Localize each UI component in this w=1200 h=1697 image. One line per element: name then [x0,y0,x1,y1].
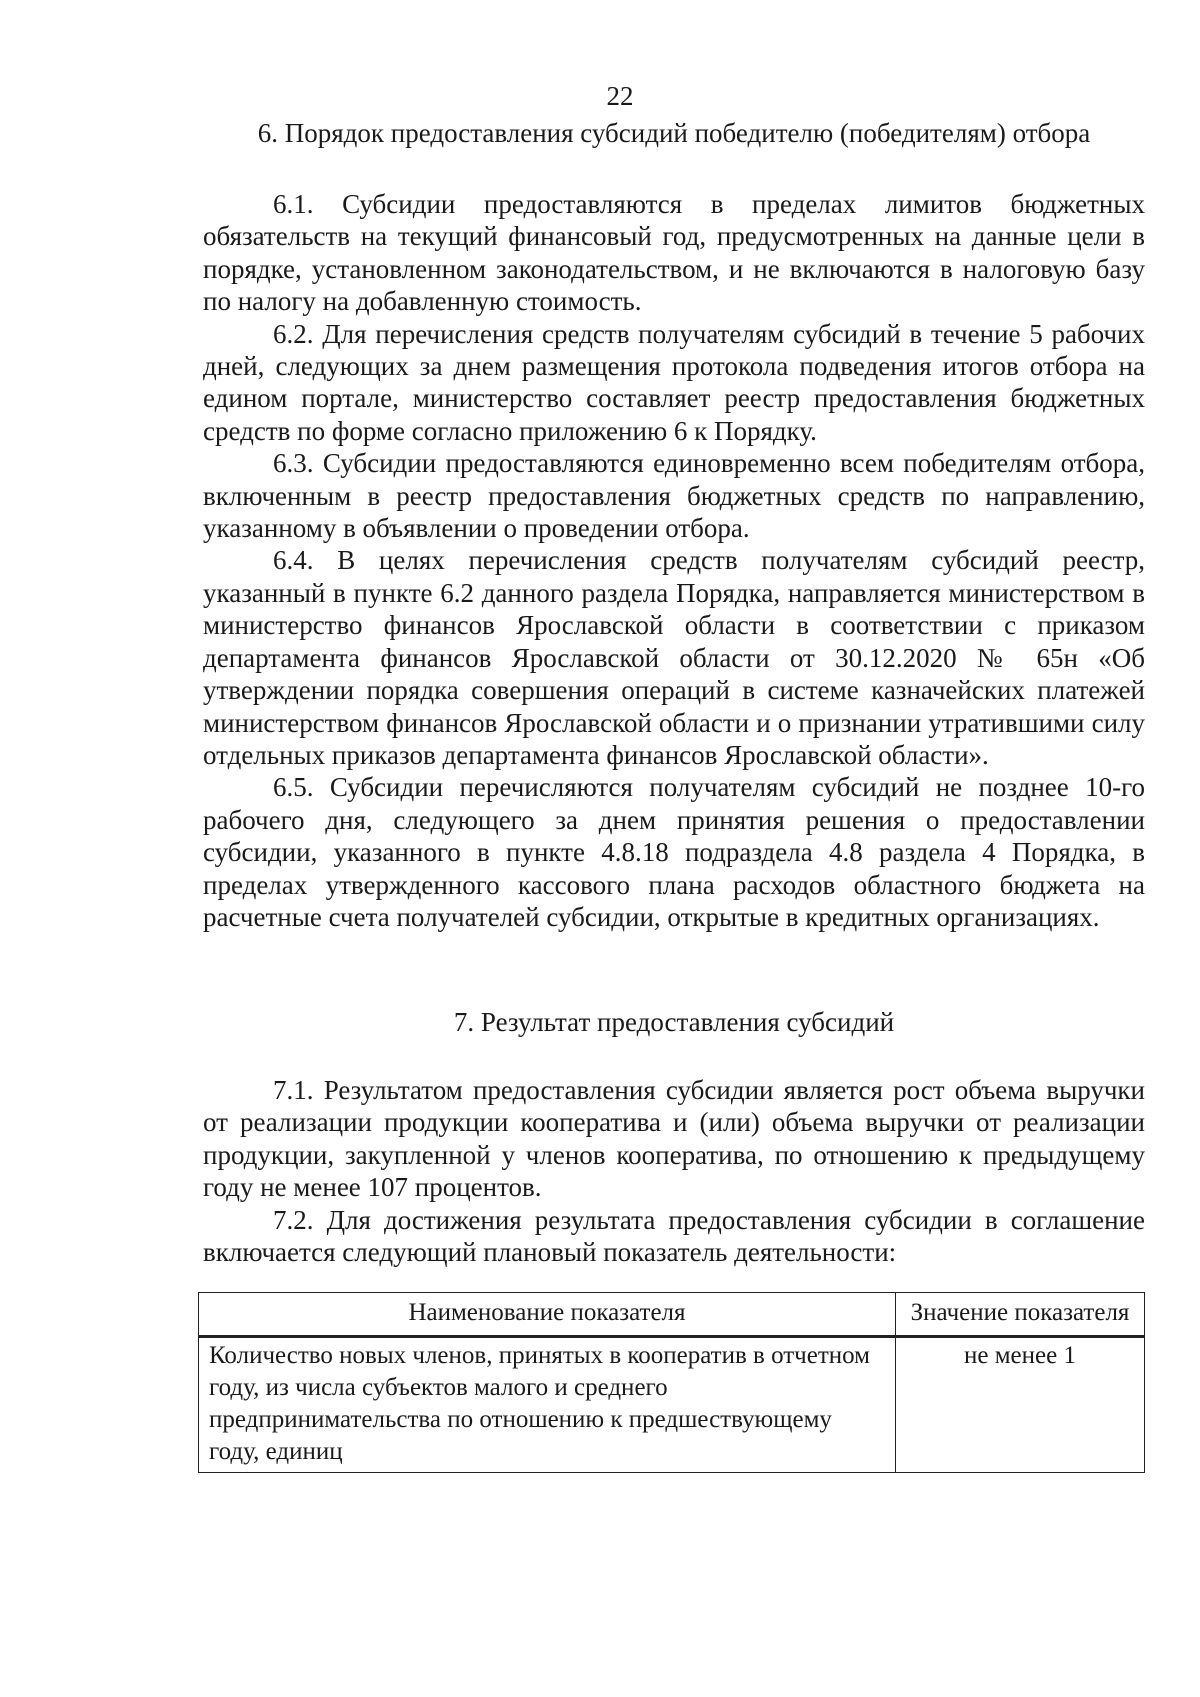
header-indicator-value: Значение показателя [896,1293,1145,1337]
table-header-row [199,1293,1145,1337]
paragraph-6-1: 6.1. Субсидии предоставляются в пределах лимитов бюджетных обязательств на текущий финансовый год, предусмотренных на данные цели в порядке, установленном законодательством, и не включаются в налоговую базу по налогу на добавленную стоимость. [203,189,1145,317]
paragraph-6-4: 6.4. В целях перечисления средств получателям субсидий реестр, указанный в пункте 6.2 данного раздела Порядка, направляется министерством в министерство финансов Ярославской области в соответствии с приказом департамента финансов Ярославской области от 30.12.2020 № 65н «Об утверждении порядка совершения операций в системе казначейских платежей министерством финансов Ярославской области и о признании утратившими силу отдельных приказов департамента финансов Ярославской области». [203,545,1145,770]
page-number: 22 [606,81,634,111]
section-6-body [203,188,1145,933]
header-indicator-name: Наименование показателя [199,1293,896,1337]
paragraph-6-3: 6.3. Субсидии предоставляются единовременно всем победителям отбора, включенным в реестр предоставления бюджетных средств по направлению, указанному в объявлении о проведении отбора. [203,448,1145,544]
paragraph-6-5: 6.5. Субсидии перечисляются получателям субсидий не позднее 10-го рабочего дня, следующего за днем принятия решения о предоставлении субсидии, указанного в пункте 4.8.18 подраздела 4.8 раздела 4 Порядка, в пределах утвержденного кассового плана расходов областного бюджета на расчетные счета получателей субсидии, открытые в кредитных организациях. [203,772,1145,932]
indicator-name-cell: Количество новых членов, принятых в кооператив в отчетном году, из числа субъектов малого и среднего предпринимательства по отношению к предшествующему году, единиц [199,1337,896,1473]
paragraph-6-2: 6.2. Для перечисления средств получателям субсидий в течение 5 рабочих дней, следующих за днем размещения протокола подведения итогов отбора на едином портале, министерство составляет реестр предоставления бюджетных средств по форме согласно приложению 6 к Порядку. [203,318,1145,446]
indicator-table [198,1292,1145,1473]
indicator-value-cell: не менее 1 [896,1337,1145,1473]
indicator-table-wrapper [198,1292,1145,1473]
section-7-body [203,1074,1145,1268]
section-6-heading: 6. Порядок предоставления субсидий победителю (победителям) отбора [257,118,1091,148]
table-row [199,1337,1145,1473]
section-7-heading: 7. Результат предоставления субсидий [453,1007,895,1037]
paragraph-7-2: 7.2. Для достижения результата предоставления субсидии в соглашение включается следующий плановый показатель деятельности: [203,1204,1145,1268]
paragraph-7-1: 7.1. Результатом предоставления субсидии является рост объема выручки от реализации продукции кооператива и (или) объема выручки от реализации продукции, закупленной у членов кооператива, по отношению к предыдущему году не менее 107 процентов. [203,1075,1145,1203]
